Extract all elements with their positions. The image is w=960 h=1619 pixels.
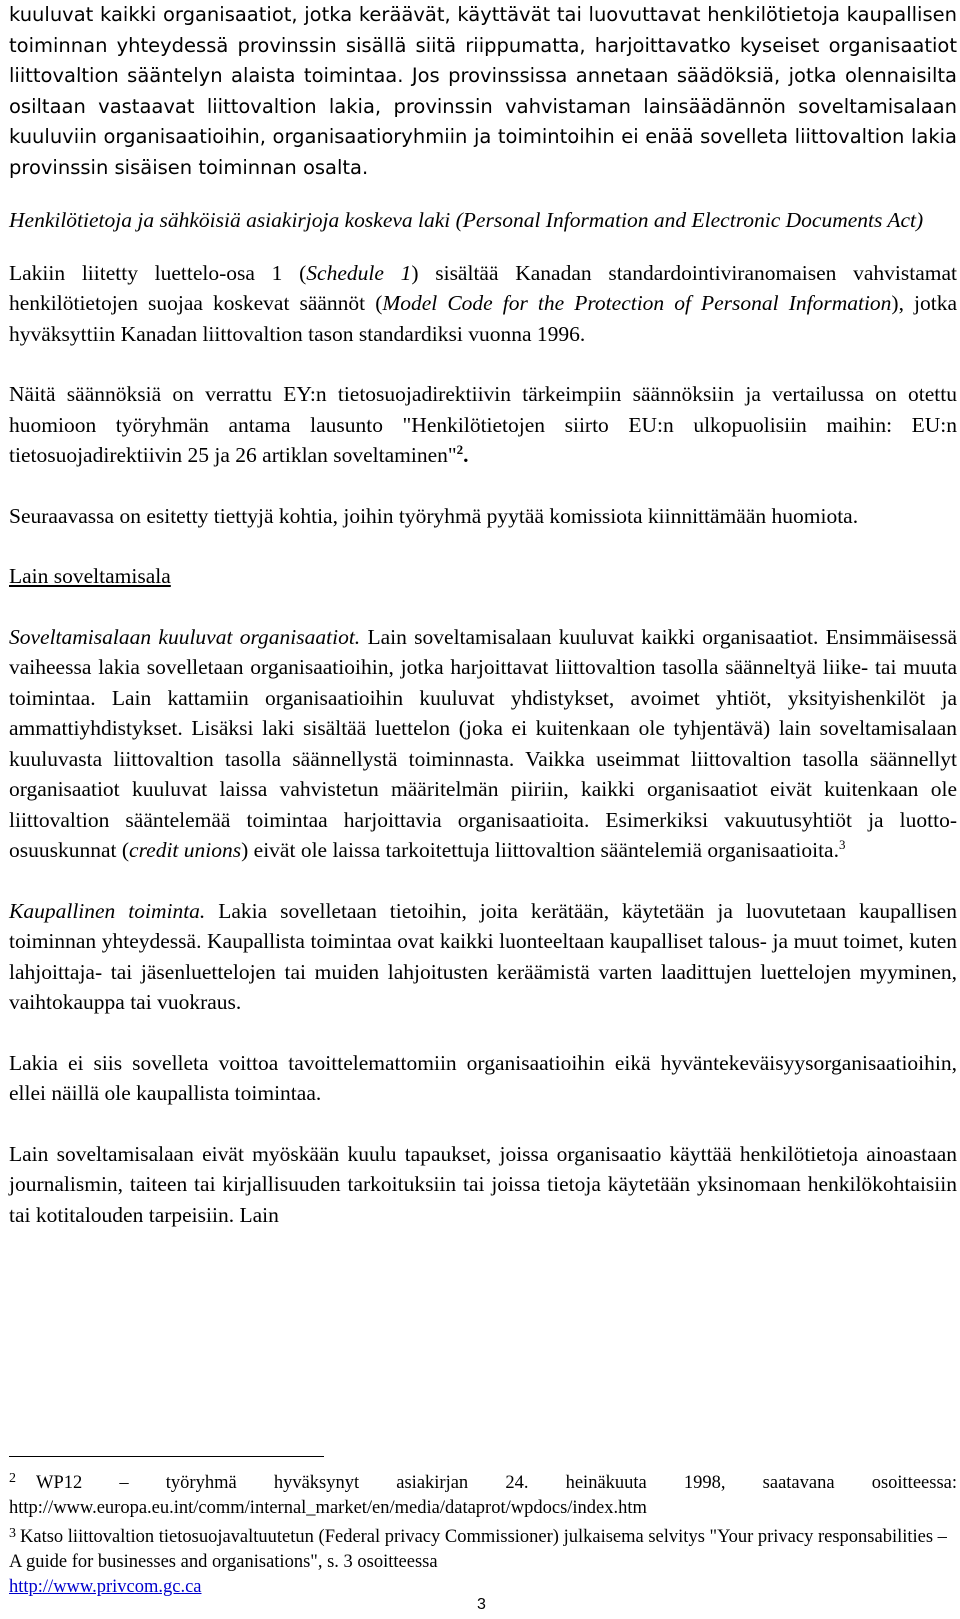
- orgs-text: Lain soveltamisalaan kuuluvat kaikki organisaatiot. Ensimmäisessä vaiheessa lakia sovelletaan organisaatioihin, jotka harjoittavat liittovaltion tasolla säänneltyä liike- tai muuta toimintaa. Lain kattamiin organisaatioihin kuuluvat yhdistykset, avoimet yhtiöt, yksityishenkilöt ja ammattiyhdistykset. Lisäksi laki sisältää luettelon (joka ei kuitenkaan ole tyhjentävä) lain soveltamisalaan kuuluvasta liittovaltion tasolla säännellystä toiminnasta. Vaikka useimmat liittovaltion tasolla säännellyt organisaatiot kuuluvat laissa vahvistetun määritelmän piiriin, kaikki organisaatiot eivät kuitenkaan ole liittovaltion sääntelemää toimintaa harjoittavia organisaatioita. Esimerkiksi vakuutusyhtiöt ja luotto-osuuskunnat (: [9, 624, 957, 862]
- commercial-lead: Kaupallinen toiminta.: [9, 898, 206, 923]
- page-number: 3: [477, 1596, 486, 1613]
- schedule-paragraph: [9, 258, 957, 350]
- comparison-text: Näitä säännöksiä on verrattu EY:n tietosuojadirektiivin tärkeimpiin säännöksiin ja vertailussa on otettu huomioon työryhmän antama lausunto "Henkilötietojen siirto EU:n ulkopuolisiin maihin: EU:n tietosuojadirektiivin 25 ja 26 artiklan soveltaminen": [9, 382, 957, 467]
- footnote-3: [9, 1521, 957, 1600]
- orgs-paragraph: [9, 622, 957, 866]
- pipeda-heading: [9, 205, 957, 236]
- commercial-text: Lakia sovelletaan tietoihin, joita kerätään, käytetään ja luovutetaan kaupallisen toiminnan yhteydessä. Kaupallista toimintaa ovat kaikki luonteeltaan kaupalliset talous- ja muut toimet, kuten lahjoittaja- tai jäsenluettelojen tai muiden lahjoitusten keräämistä varten laadittujen luettelojen myyminen, vaihtokauppa tai vuokraus.: [9, 898, 957, 1014]
- nonprofit-paragraph: Lakia ei siis sovelleta voittoa tavoittelemattomiin organisaatioihin eikä hyväntekeväisyysorganisaatioihin, ellei näillä ole kaupallista toimintaa.: [9, 1050, 957, 1105]
- footnote-ref-2[interactable]: 2: [456, 441, 464, 457]
- footnote-3-number: 3: [9, 1526, 16, 1541]
- comparison-end: .: [463, 443, 469, 467]
- document-page: [9, 0, 957, 1230]
- schedule-italic-2: Model Code for the Protection of Personal Information: [382, 291, 892, 315]
- comparison-paragraph: [9, 379, 957, 471]
- footnote-2: [9, 1466, 957, 1521]
- footnote-ref-3[interactable]: 3: [838, 836, 846, 852]
- footnote-divider: [9, 1456, 324, 1457]
- pipeda-heading-text: Henkilötietoja ja sähköisiä asiakirjoja koskeva laki (Personal Information and Electronic Documents Act): [9, 208, 924, 232]
- privcom-link[interactable]: http://www.privcom.gc.ca: [9, 1577, 202, 1597]
- footnote-3-text: Katso liittovaltion tietosuojavaltuutetun (Federal privacy Commissioner) julkaisema selvitys "Your privacy responsabilities – A guide for businesses and organisations", s. 3 osoitteessa: [9, 1527, 947, 1572]
- following-paragraph: Seuraavassa on esitetty tiettyjä kohtia, joihin työryhmä pyytää komissiota kiinnittämään huomiota.: [9, 503, 859, 528]
- intro-paragraph: kuuluvat kaikki organisaatiot, jotka keräävät, käyttävät tai luovuttavat henkilötietoja kaupallisen toiminnan yhteydessä provinssin sisällä siitä riippumatta, harjoittavatko kyseiset organisaatiot liittovaltion sääntelyn alaista toimintaa. Jos provinssissa annetaan säädöksiä, jotka olennaisilta osiltaan vastaavat liittovaltion lakia, provinssin vahvistaman lainsäädännön soveltamisalaan kuuluviin organisaatioihin, organisaatioryhmiin ja toimintoihin ei enää sovelleta liittovaltion lakia provinssin sisäisen toiminnan osalta.: [9, 3, 957, 179]
- orgs-lead: Soveltamisalaan kuuluvat organisaatiot.: [9, 624, 361, 649]
- journalism-paragraph: Lain soveltamisalaan eivät myöskään kuulu tapaukset, joissa organisaatio käyttää henkilötietoja ainoastaan journalismin, taiteen tai kirjallisuuden tarkoituksiin tai joissa tietoja käytetään yksinomaan henkilökohtaisiin tai kotitalouden tarpeisiin. Lain: [9, 1141, 957, 1227]
- footnote-2-text: WP12 – työryhmä hyväksynyt asiakirjan 24. heinäkuuta 1998, saatavana osoitteessa: http://www.europa.eu.int/comm/internal_market/en/media/dataprot/wpdocs/index.htm: [9, 1473, 957, 1518]
- schedule-italic-1: Schedule 1: [306, 260, 412, 285]
- commercial-paragraph: [9, 896, 957, 1018]
- schedule-text-3: ), jotka hyväksyttiin Kanadan liittovaltion tason standardiksi vuonna 1996.: [9, 291, 957, 346]
- orgs-text-2: ) eivät ole laissa tarkoitettuja liittovaltion sääntelemiä organisaatioita.: [241, 838, 839, 862]
- orgs-italic: credit unions: [129, 838, 242, 862]
- schedule-text-1: Lakiin liitetty luettelo-osa 1 (: [9, 260, 307, 285]
- scope-heading: [9, 561, 957, 592]
- schedule-text-2: ) sisältää Kanadan standardointiviranomaisen vahvistamat henkilötietojen suojaa koskevat säännöt (: [9, 260, 957, 315]
- footnote-2-number: 2: [9, 1471, 16, 1486]
- scope-heading-text: Lain soveltamisala: [9, 564, 171, 588]
- footnotes: [9, 1466, 957, 1600]
